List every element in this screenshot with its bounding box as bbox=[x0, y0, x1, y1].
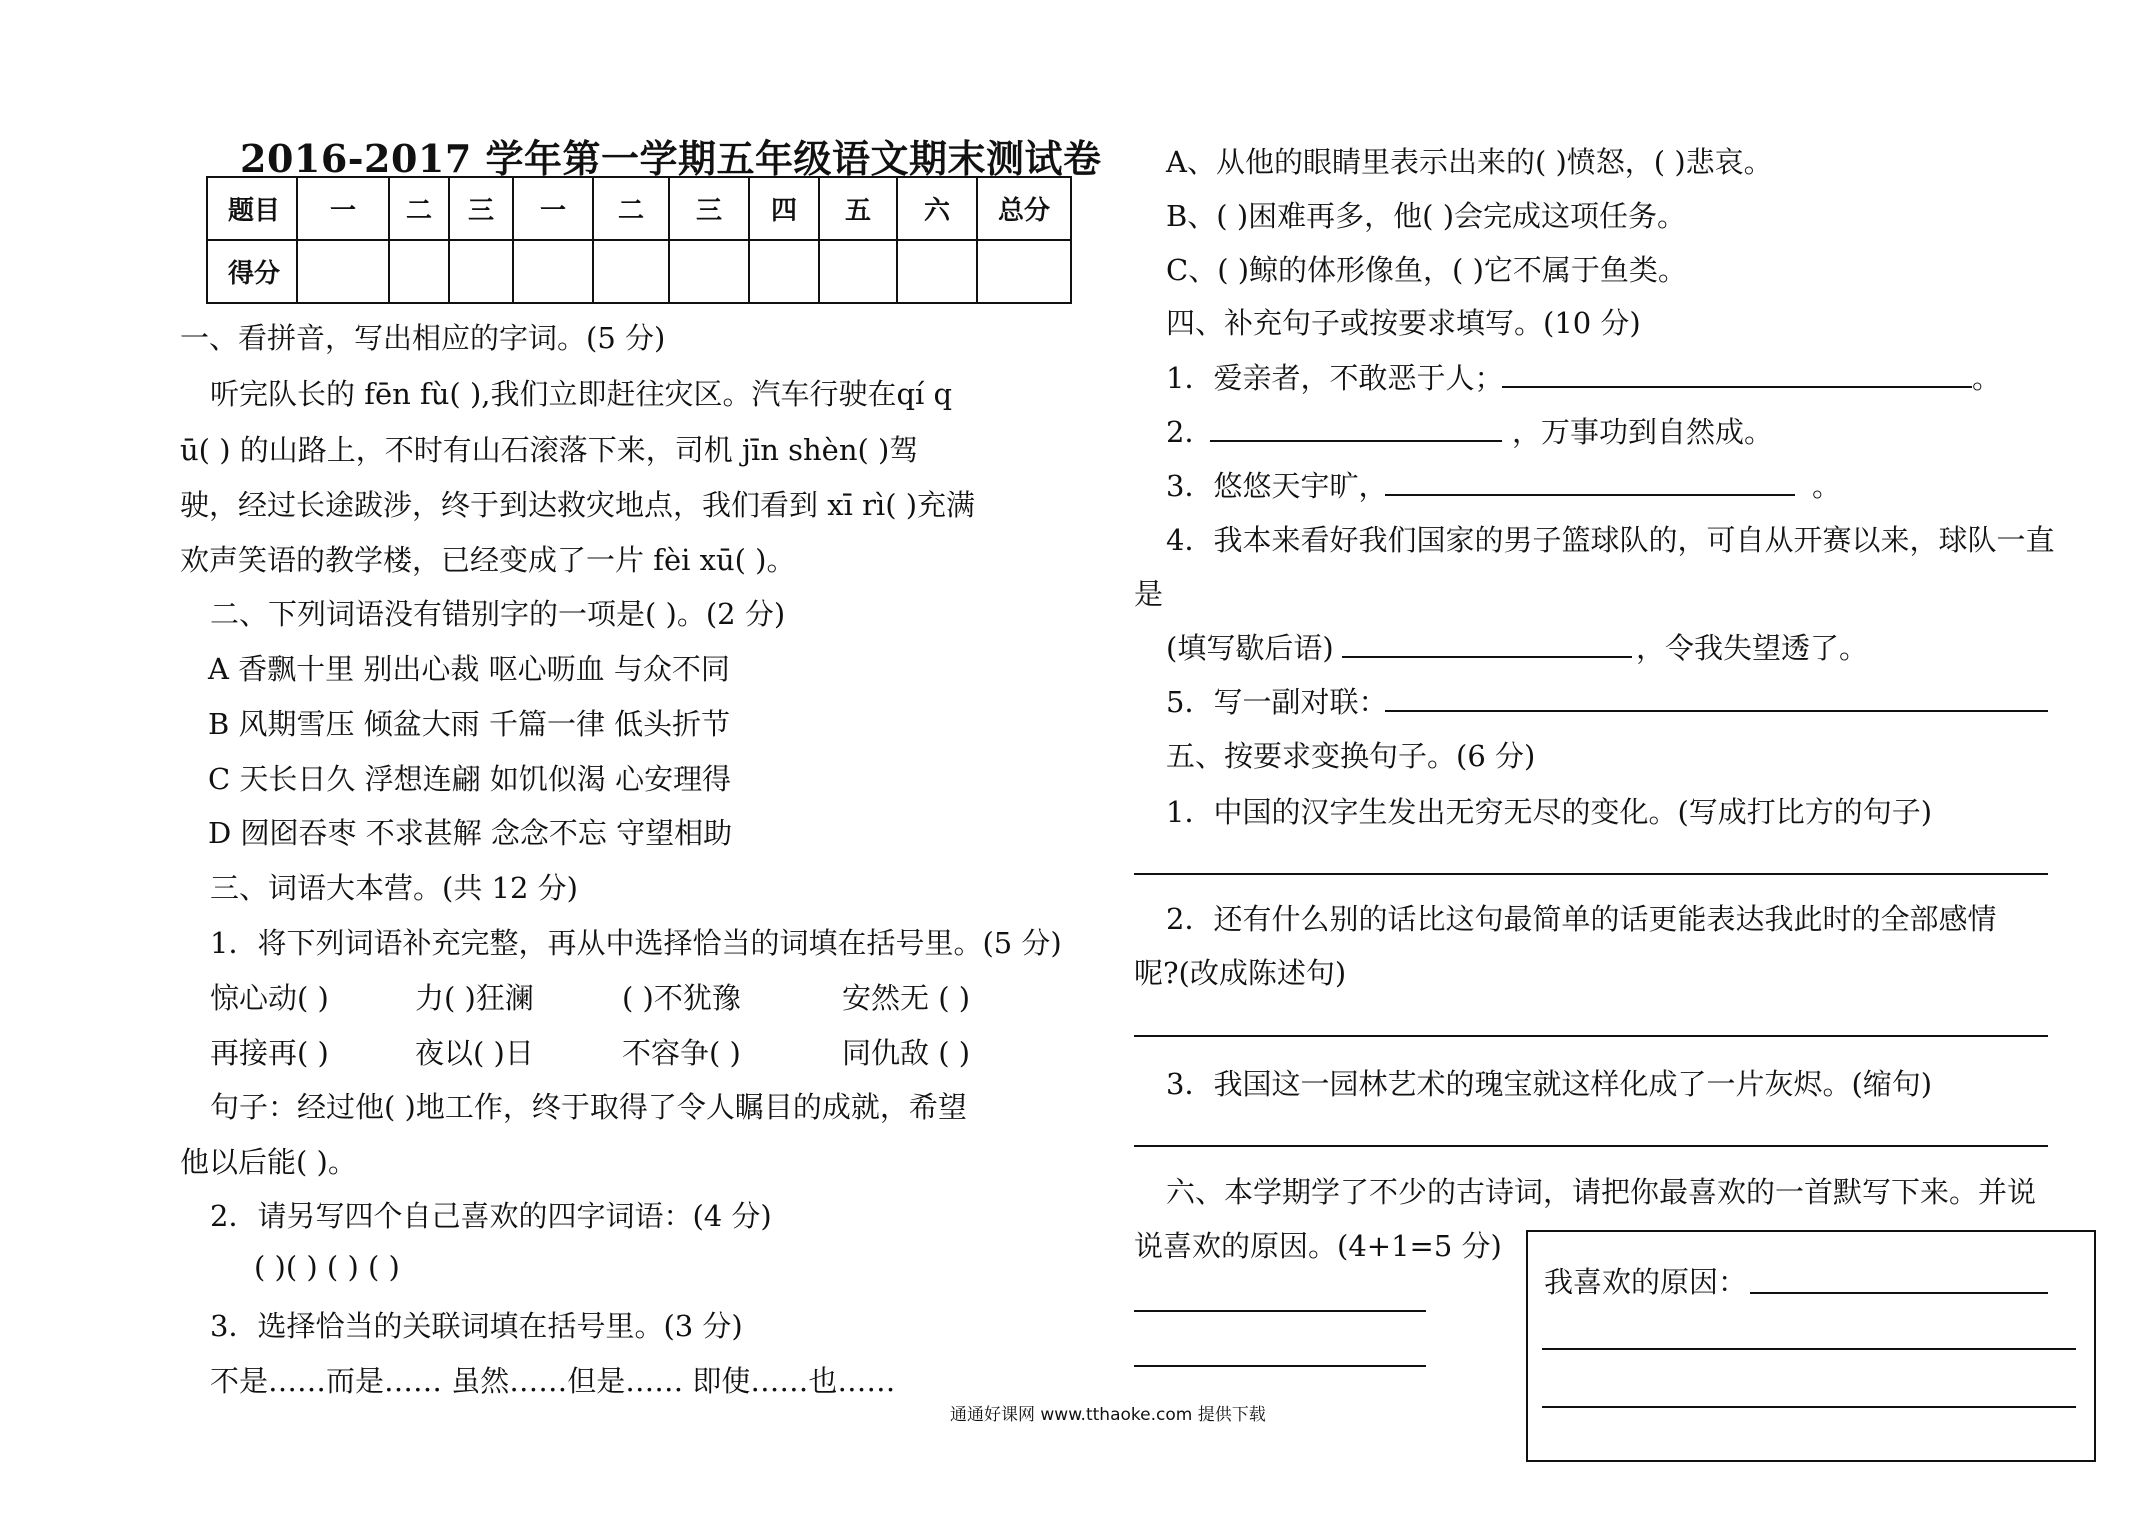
answer-line[interactable] bbox=[1134, 1145, 2048, 1147]
reason-box bbox=[1526, 1230, 2096, 1462]
answer-line[interactable] bbox=[1134, 873, 2048, 875]
section-1-paragraph-line: 驶，经过长途跋涉，终于到达救灾地点，我们看到 xī rì( )充满 bbox=[180, 488, 976, 522]
section-6-heading: 六、本学期学了不少的古诗词，请把你最喜欢的一首默写下来。并说 bbox=[1166, 1175, 2037, 1209]
word-fill-item: 安然无 ( ) bbox=[842, 981, 971, 1015]
score-table-header-cell: 二 bbox=[593, 177, 669, 240]
score-table-header-cell: 六 bbox=[897, 177, 977, 240]
score-table-header-cell: 题目 bbox=[207, 177, 297, 240]
score-table bbox=[206, 176, 1072, 304]
section-4-question-4: 4．我本来看好我们国家的男子篮球队的，可自从开赛以来，球队一直 bbox=[1166, 523, 2055, 557]
option-a: A 香飘十里 别出心裁 呕心呖血 与众不同 bbox=[208, 652, 730, 686]
answer-line[interactable] bbox=[1750, 1292, 2048, 1294]
section-5-question-1: 1．中国的汉字生发出无穷无尽的变化。(写成打比方的句子) bbox=[1166, 795, 1933, 829]
section-4-question-5: 5．写一副对联： bbox=[1166, 685, 1388, 719]
word-fill-item: ( )不犹豫 bbox=[622, 981, 741, 1015]
score-cell[interactable] bbox=[977, 240, 1071, 303]
score-cell[interactable] bbox=[669, 240, 749, 303]
option-b: B 风期雪压 倾盆大雨 千篇一律 低头折节 bbox=[208, 707, 731, 741]
answer-line[interactable] bbox=[1342, 656, 1632, 658]
section-4-question-4-cont: 是 bbox=[1134, 577, 1164, 611]
score-cell[interactable] bbox=[749, 240, 819, 303]
section-4-heading: 四、补充句子或按要求填写。(10 分) bbox=[1166, 306, 1641, 340]
section-6-heading-cont: 说喜欢的原因。(4+1=5 分) bbox=[1134, 1229, 1502, 1263]
answer-line[interactable] bbox=[1210, 440, 1502, 442]
section-4-question-3-end: 。 bbox=[1812, 469, 1842, 503]
score-table-score-row bbox=[207, 240, 1071, 303]
answer-line[interactable] bbox=[1542, 1348, 2076, 1350]
footer-credit: 通通好课网 www.tthaoke.com 提供下载 bbox=[950, 1405, 1266, 1425]
score-table-header-cell: 二 bbox=[389, 177, 449, 240]
conjunction-options: 不是……而是…… 虽然……但是…… 即使……也…… bbox=[210, 1364, 896, 1398]
page-title: 2016-2017 学年第一学期五年级语文期末测试卷 bbox=[240, 136, 1102, 181]
score-table-header-cell: 三 bbox=[449, 177, 513, 240]
section-3-sentence: 句子：经过他( )地工作，终于取得了令人瞩目的成就，希望 bbox=[210, 1090, 967, 1124]
score-cell[interactable] bbox=[513, 240, 593, 303]
section-4-question-4-hint: (填写歇后语) bbox=[1166, 631, 1334, 665]
section-4-question-2-number: 2． bbox=[1166, 415, 1214, 449]
answer-line[interactable] bbox=[1134, 1310, 1426, 1312]
section-3-heading: 三、词语大本营。(共 12 分) bbox=[210, 871, 578, 905]
score-cell[interactable] bbox=[819, 240, 897, 303]
conjunction-sentence-b: B、( )困难再多，他( )会完成这项任务。 bbox=[1166, 199, 1687, 233]
answer-line[interactable] bbox=[1502, 386, 1972, 388]
option-c: C 天长日久 浮想连翩 如饥似渴 心安理得 bbox=[208, 762, 732, 796]
section-1-paragraph-line: ū( ) 的山路上，不时有山石滚落下来，司机 jīn shèn( )驾 bbox=[180, 433, 919, 467]
section-3-answer-blanks[interactable]: ( )( ) ( ) ( ) bbox=[254, 1250, 400, 1284]
section-1-paragraph-line: 欢声笑语的教学楼，已经变成了一片 fèi xū( )。 bbox=[180, 543, 796, 577]
option-d: D 囫囵吞枣 不求甚解 念念不忘 守望相助 bbox=[208, 816, 733, 850]
section-3-question-2: 2．请另写四个自己喜欢的四字词语：(4 分) bbox=[210, 1199, 772, 1233]
answer-line[interactable] bbox=[1542, 1406, 2076, 1408]
score-table-header-cell: 一 bbox=[297, 177, 389, 240]
conjunction-sentence-a: A、从他的眼睛里表示出来的( )愤怒，( )悲哀。 bbox=[1166, 145, 1773, 179]
section-5-heading: 五、按要求变换句子。(6 分) bbox=[1166, 739, 1536, 773]
score-table-header-cell: 总分 bbox=[977, 177, 1071, 240]
word-fill-item: 力( )狂澜 bbox=[415, 981, 534, 1015]
word-fill-item: 同仇敌 ( ) bbox=[842, 1036, 971, 1070]
section-5-question-3: 3．我国这一园林艺术的瑰宝就这样化成了一片灰烬。(缩句) bbox=[1166, 1067, 1933, 1101]
section-1-heading: 一、看拼音，写出相应的字词。(5 分) bbox=[180, 321, 666, 355]
score-cell[interactable] bbox=[449, 240, 513, 303]
section-1-paragraph-line: 听完队长的 fēn fù( ),我们立即赶往灾区。汽车行驶在qí q bbox=[210, 377, 953, 411]
section-5-question-2-cont: 呢?(改成陈述句) bbox=[1134, 956, 1347, 990]
score-table-header-row bbox=[207, 177, 1071, 240]
answer-line[interactable] bbox=[1134, 1365, 1426, 1367]
score-table-header-cell: 五 bbox=[819, 177, 897, 240]
score-table-header-cell: 一 bbox=[513, 177, 593, 240]
section-2-heading: 二、下列词语没有错别字的一项是( )。(2 分) bbox=[210, 597, 786, 631]
section-3-sentence: 他以后能( )。 bbox=[180, 1145, 357, 1179]
score-table-header-cell: 三 bbox=[669, 177, 749, 240]
score-table-header-cell: 四 bbox=[749, 177, 819, 240]
section-3-question-1: 1．将下列词语补充完整，再从中选择恰当的词填在括号里。(5 分) bbox=[210, 926, 1062, 960]
word-fill-item: 再接再( ) bbox=[210, 1036, 329, 1070]
answer-line[interactable] bbox=[1385, 710, 2048, 712]
word-fill-item: 不容争( ) bbox=[622, 1036, 741, 1070]
section-5-question-2: 2．还有什么别的话比这句最简单的话更能表达我此时的全部感情 bbox=[1166, 902, 1997, 936]
section-4-question-4-end: ，令我失望透了。 bbox=[1636, 631, 1869, 665]
score-row-label: 得分 bbox=[207, 240, 297, 303]
score-cell[interactable] bbox=[389, 240, 449, 303]
score-cell[interactable] bbox=[593, 240, 669, 303]
word-fill-item: 夜以( )日 bbox=[415, 1036, 534, 1070]
reason-label: 我喜欢的原因： bbox=[1544, 1265, 1748, 1299]
section-4-question-1: 1．爱亲者，不敢恶于人； bbox=[1166, 361, 1504, 395]
section-4-question-1-end: 。 bbox=[1972, 361, 2002, 395]
score-cell[interactable] bbox=[297, 240, 389, 303]
conjunction-sentence-c: C、( )鲸的体形像鱼，( )它不属于鱼类。 bbox=[1166, 253, 1687, 287]
section-4-question-2-text: ，万事功到自然成。 bbox=[1512, 415, 1774, 449]
section-3-question-3: 3．选择恰当的关联词填在括号里。(3 分) bbox=[210, 1309, 743, 1343]
score-cell[interactable] bbox=[897, 240, 977, 303]
word-fill-item: 惊心动( ) bbox=[210, 981, 329, 1015]
answer-line[interactable] bbox=[1385, 494, 1795, 496]
section-4-question-3: 3．悠悠天宇旷， bbox=[1166, 469, 1388, 503]
answer-line[interactable] bbox=[1134, 1035, 2048, 1037]
